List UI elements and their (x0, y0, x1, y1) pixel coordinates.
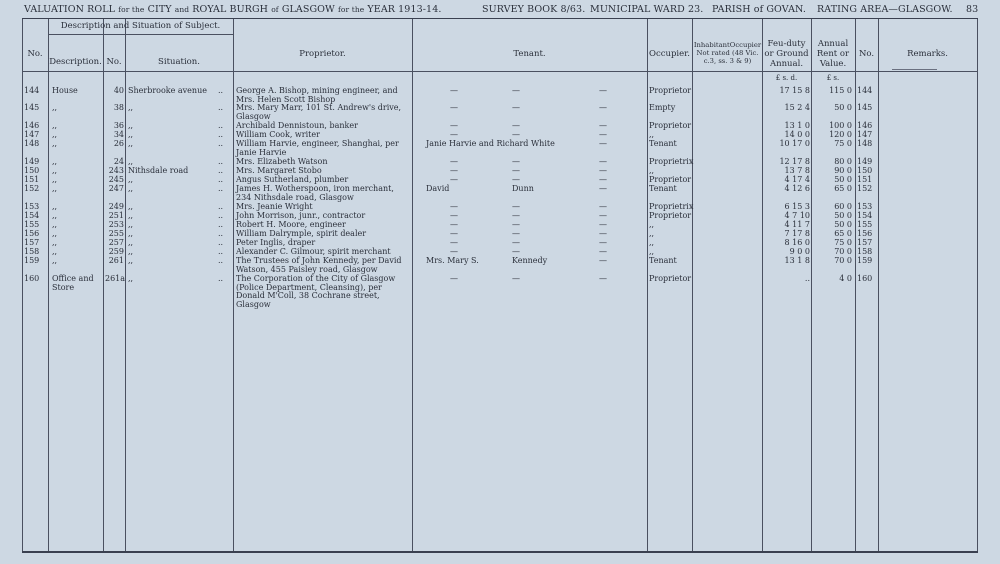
header-part: of (271, 5, 279, 14)
header-part: ROYAL BURGH (192, 4, 269, 15)
entry-tenant-second: — (512, 211, 520, 220)
header-part: and (174, 5, 190, 14)
entry-no-right: 156 (857, 229, 873, 238)
entry-leader: .. (218, 121, 224, 130)
entry-occupier: ,, (649, 247, 655, 256)
entry-occupier: ,, (649, 229, 655, 238)
entry-description: ,, (52, 247, 58, 256)
entry-occupier: Proprietrix (649, 157, 694, 166)
entry-feu-duty: 4 11 7 (784, 220, 810, 229)
entry-situation: ,, (128, 157, 134, 166)
entry-tenant-first: — (450, 274, 458, 283)
entry-situation: ,, (128, 175, 134, 184)
entry-no: 154 (24, 211, 40, 220)
entry-no: 145 (24, 103, 40, 112)
rating-area: RATING AREA—GLASGOW. (817, 4, 953, 15)
entry-tenant-first: Janie Harvie and Richard White (426, 139, 555, 148)
entry-situation: ,, (128, 130, 134, 139)
entry-annual-rent: 115 0 (829, 86, 852, 95)
entry-tenant-third: — (599, 238, 607, 247)
entry-proprietor: James H. Wotherspoon, iron merchant, 234 Nithsdale road, Glasgow (236, 184, 394, 202)
entry-no: 150 (24, 166, 40, 175)
page-header (22, 0, 982, 18)
entry-proprietor: John Morrison, junr., contractor (236, 211, 366, 220)
entry-tenant-third: — (599, 157, 607, 166)
entry-no-right: 147 (857, 130, 873, 139)
entry-no-right: 144 (857, 86, 873, 95)
entry-number: 255 (108, 229, 124, 238)
entry-feu-duty: 15 2 4 (784, 103, 810, 112)
entry-description: House (52, 86, 78, 95)
entry-leader: .. (218, 274, 224, 283)
entry-description: ,, (52, 121, 58, 130)
entry-leader: .. (218, 247, 224, 256)
entry-tenant-third: — (599, 121, 607, 130)
entry-situation: ,, (128, 247, 134, 256)
valuation-table (22, 18, 978, 553)
entry-situation: ,, (128, 238, 134, 247)
entry-tenant-first: — (450, 202, 458, 211)
entry-tenant-third: — (599, 166, 607, 175)
entry-proprietor: Mrs. Jeanie Wright (236, 202, 313, 211)
entry-number: 38 (113, 103, 124, 112)
entry-proprietor: William Dalrymple, spirit dealer (236, 229, 367, 238)
entry-situation: ,, (128, 211, 134, 220)
col-remarks: Remarks. (907, 49, 948, 59)
entry-no-right: 151 (857, 175, 873, 184)
entry-annual-rent: 75 0 (834, 238, 852, 247)
entry-tenant-first: — (450, 220, 458, 229)
col-no: No. (27, 49, 43, 59)
entry-occupier: Empty (649, 103, 676, 112)
entry-proprietor: George A. Bishop, mining engineer, and Mrs. Helen Scott Bishop (236, 86, 398, 104)
feu-units: £ s. d. (775, 74, 798, 82)
entry-no: 147 (24, 130, 40, 139)
entry-feu-duty: 4 12 6 (784, 184, 810, 193)
table-row (22, 104, 978, 122)
entry-leader: .. (218, 202, 224, 211)
entry-occupier: ,, (649, 130, 655, 139)
entry-occupier: Proprietor (649, 121, 692, 130)
entry-annual-rent: 50 0 (834, 220, 852, 229)
entry-number: 251 (108, 211, 124, 220)
entry-occupier: Tenant (649, 184, 677, 193)
entry-feu-duty: 8 16 0 (784, 238, 810, 247)
entry-no: 157 (24, 238, 40, 247)
entry-tenant-first: — (450, 247, 458, 256)
header-part: for the (338, 5, 365, 14)
entry-description: ,, (52, 184, 58, 193)
entry-situation: ,, (128, 229, 134, 238)
entry-tenant-third: — (599, 175, 607, 184)
entry-tenant-second: — (512, 103, 520, 112)
entry-no-right: 145 (857, 103, 873, 112)
entry-annual-rent: 50 0 (834, 103, 852, 112)
entry-description: ,, (52, 166, 58, 175)
entry-occupier: Proprietor (649, 86, 692, 95)
entry-tenant-second: — (512, 238, 520, 247)
entry-proprietor: Angus Sutherland, plumber (236, 175, 349, 184)
entry-no-right: 153 (857, 202, 873, 211)
entry-occupier: ,, (649, 238, 655, 247)
col-occupier: Occupier. (649, 49, 690, 59)
col-description: Description. (49, 57, 102, 67)
entry-tenant-second: — (512, 229, 520, 238)
col-feu-duty: Feu-duty or Ground Annual. (764, 39, 809, 69)
entry-proprietor: The Trustees of John Kennedy, per David Watson, 455 Paisley road, Glasgow (236, 256, 402, 274)
municipal-ward: MUNICIPAL WARD 23. (590, 4, 704, 15)
header-part: for the (118, 5, 145, 14)
entry-description: ,, (52, 220, 58, 229)
entry-tenant-first: — (450, 238, 458, 247)
col-tenant: Tenant. (513, 49, 546, 59)
entry-annual-rent: 70 0 (834, 247, 852, 256)
entry-description: ,, (52, 202, 58, 211)
entry-annual-rent: 100 0 (829, 121, 852, 130)
entry-occupier: Proprietor (649, 175, 692, 184)
entry-no-right: 157 (857, 238, 873, 247)
rent-units: £ s. (826, 74, 840, 82)
entry-situation: ,, (128, 274, 134, 283)
entry-annual-rent: 4 0 (839, 274, 852, 283)
header-part: VALUATION ROLL (24, 4, 116, 15)
entry-no-right: 159 (857, 256, 873, 265)
entry-annual-rent: 65 0 (834, 184, 852, 193)
entry-number: 249 (108, 202, 124, 211)
entry-annual-rent: 90 0 (834, 166, 852, 175)
entry-proprietor: William Cook, writer (236, 130, 320, 139)
entry-feu-duty: 17 15 8 (779, 86, 810, 95)
entry-leader: .. (218, 256, 224, 265)
entry-tenant-second: — (512, 157, 520, 166)
entry-tenant-second: — (512, 247, 520, 256)
col-proprietor: Proprietor. (299, 49, 346, 59)
entry-tenant-third: — (599, 202, 607, 211)
entry-annual-rent: 120 0 (829, 130, 852, 139)
entry-annual-rent: 70 0 (834, 256, 852, 265)
entry-feu-duty: 13 1 8 (784, 256, 810, 265)
entry-annual-rent: 75 0 (834, 139, 852, 148)
entry-number: 253 (108, 220, 124, 229)
entry-leader: .. (218, 229, 224, 238)
table-row (22, 275, 978, 315)
col-number: No. (106, 57, 122, 67)
entry-leader: .. (218, 86, 224, 95)
col-situation: Situation. (158, 57, 200, 67)
entry-tenant-third: — (599, 211, 607, 220)
entry-situation: Sherbrooke avenue (128, 86, 207, 95)
entry-tenant-third: — (599, 139, 607, 148)
entry-tenant-first: — (450, 103, 458, 112)
entry-number: 36 (113, 121, 124, 130)
entry-number: 245 (108, 175, 124, 184)
entry-no-right: 154 (857, 211, 873, 220)
entry-feu-duty: 9 0 0 (789, 247, 810, 256)
entry-occupier: Tenant (649, 139, 677, 148)
col-no-right: No. (858, 49, 875, 59)
entry-tenant-first: — (450, 211, 458, 220)
entry-number: 40 (113, 86, 124, 95)
entry-no: 152 (24, 184, 40, 193)
entry-tenant-third: — (599, 274, 607, 283)
entry-no: 159 (24, 256, 40, 265)
entry-tenant-second: — (512, 202, 520, 211)
entry-occupier: Proprietor (649, 274, 692, 283)
table-row (22, 257, 978, 275)
entry-feu-duty: 10 17 0 (779, 139, 810, 148)
entry-description: ,, (52, 211, 58, 220)
page-number: 83 (966, 4, 979, 15)
entry-description: Office and Store (52, 274, 94, 292)
entry-description: ,, (52, 139, 58, 148)
entry-no-right: 152 (857, 184, 873, 193)
entry-leader: .. (218, 166, 224, 175)
entry-annual-rent: 50 0 (834, 175, 852, 184)
entry-leader: .. (218, 220, 224, 229)
col-desc-group: Description and Situation of Subject. (60, 21, 221, 31)
entry-number: 26 (113, 139, 124, 148)
entry-tenant-third: — (599, 130, 607, 139)
entry-tenant-second: — (512, 130, 520, 139)
entry-leader: .. (218, 184, 224, 193)
entry-number: 34 (113, 130, 124, 139)
entry-feu-duty: 14 0 0 (784, 130, 810, 139)
entry-tenant-third: — (599, 103, 607, 112)
entry-no-right: 160 (857, 274, 873, 283)
entry-no: 144 (24, 86, 40, 95)
entry-proprietor: Peter Inglis, draper (236, 238, 316, 247)
entry-tenant-second: — (512, 175, 520, 184)
entry-feu-duty: .. (804, 274, 810, 283)
entry-description: ,, (52, 238, 58, 247)
entry-feu-duty: 7 17 8 (784, 229, 810, 238)
entry-no: 151 (24, 175, 40, 184)
entry-tenant-third: — (599, 247, 607, 256)
entry-leader: .. (218, 130, 224, 139)
entry-tenant-first: — (450, 86, 458, 95)
entry-no-right: 146 (857, 121, 873, 130)
entry-tenant-third: — (599, 184, 607, 193)
entry-no: 156 (24, 229, 40, 238)
entry-no: 146 (24, 121, 40, 130)
entry-leader: .. (218, 139, 224, 148)
entry-annual-rent: 60 0 (834, 202, 852, 211)
entry-no: 149 (24, 157, 40, 166)
entry-tenant-third: — (599, 220, 607, 229)
col-annual-rent: Annual Rent or Value. (816, 39, 850, 69)
entry-leader: .. (218, 238, 224, 247)
entry-no: 155 (24, 220, 40, 229)
entry-no: 148 (24, 139, 40, 148)
entry-description: ,, (52, 130, 58, 139)
entry-number: 247 (108, 184, 124, 193)
entry-proprietor: William Harvie, engineer, Shanghai, per Janie Harvie (236, 139, 399, 157)
entry-no: 153 (24, 202, 40, 211)
entry-description: ,, (52, 157, 58, 166)
entry-tenant-first: — (450, 229, 458, 238)
entry-proprietor: Mrs. Margaret Stobo (236, 166, 322, 175)
entry-proprietor: The Corporation of the City of Glasgow (Police Department, Cleansing), per Donald M'Coll, 38 Cochrane street, Glasgow (236, 274, 396, 309)
entry-tenant-first: Mrs. Mary S. (426, 256, 479, 265)
entry-situation: ,, (128, 220, 134, 229)
entry-leader: .. (218, 175, 224, 184)
entry-proprietor: Mrs. Elizabeth Watson (236, 157, 328, 166)
entry-no-right: 149 (857, 157, 873, 166)
entry-no-right: 155 (857, 220, 873, 229)
entry-tenant-first: — (450, 166, 458, 175)
entry-leader: .. (218, 157, 224, 166)
entry-description: ,, (52, 175, 58, 184)
entry-feu-duty: 4 17 4 (784, 175, 810, 184)
entry-tenant-second: Kennedy (512, 256, 548, 265)
entry-annual-rent: 50 0 (834, 211, 852, 220)
entry-tenant-first: — (450, 157, 458, 166)
entry-tenant-first: — (450, 175, 458, 184)
entry-leader: .. (218, 103, 224, 112)
entry-tenant-first: David (426, 184, 450, 193)
entry-description: ,, (52, 229, 58, 238)
entry-tenant-third: — (599, 229, 607, 238)
table-row (22, 140, 978, 158)
entry-situation: ,, (128, 184, 134, 193)
entry-occupier: ,, (649, 220, 655, 229)
entry-no-right: 150 (857, 166, 873, 175)
entry-no-right: 148 (857, 139, 873, 148)
entry-annual-rent: 65 0 (834, 229, 852, 238)
entry-number: 261 (108, 256, 124, 265)
table-row (22, 87, 978, 104)
entry-tenant-second: — (512, 274, 520, 283)
entry-situation: ,, (128, 256, 134, 265)
entry-situation: ,, (128, 121, 134, 130)
entry-number: 257 (108, 238, 124, 247)
entry-tenant-third: — (599, 256, 607, 265)
header-part: GLASGOW (281, 4, 335, 15)
entry-number: 259 (108, 247, 124, 256)
entry-situation: ,, (128, 139, 134, 148)
entry-situation: ,, (128, 103, 134, 112)
entry-occupier: Tenant (649, 256, 677, 265)
entry-proprietor: Alexander C. Gilmour, spirit merchant (236, 247, 391, 256)
header-part: YEAR 1913-14. (367, 4, 442, 15)
entry-no-right: 158 (857, 247, 873, 256)
entry-no: 160 (24, 274, 40, 283)
entry-description: ,, (52, 103, 58, 112)
col-inhabitant: InhabitantOccupier Not rated (48 Vic. c.3, ss. 3 & 9) (693, 41, 762, 65)
entry-feu-duty: 12 17 8 (779, 157, 810, 166)
entry-feu-duty: 13 7 8 (784, 166, 810, 175)
entry-no: 158 (24, 247, 40, 256)
entry-tenant-second: — (512, 220, 520, 229)
entry-tenant-first: — (450, 121, 458, 130)
entry-feu-duty: 13 1 0 (784, 121, 810, 130)
entry-leader: .. (218, 211, 224, 220)
parish: PARISH of GOVAN. (712, 4, 806, 15)
entry-tenant-second: — (512, 121, 520, 130)
entry-number: 243 (108, 166, 124, 175)
entry-annual-rent: 80 0 (834, 157, 852, 166)
entry-tenant-first: — (450, 130, 458, 139)
entry-proprietor: Mrs. Mary Marr, 101 St. Andrew's drive, Glasgow (236, 103, 402, 121)
entry-situation: Nithsdale road (128, 166, 189, 175)
entry-description: ,, (52, 256, 58, 265)
survey-book: SURVEY BOOK 8/63. (482, 4, 586, 15)
entry-occupier: Proprietor (649, 211, 692, 220)
entry-proprietor: Robert H. Moore, engineer (236, 220, 346, 229)
header-title (24, 4, 441, 15)
entry-occupier: ,, (649, 166, 655, 175)
table-row (22, 185, 978, 203)
entry-number: 24 (113, 157, 124, 166)
entry-tenant-second: — (512, 86, 520, 95)
entry-feu-duty: 4 7 10 (784, 211, 810, 220)
entry-occupier: Proprietrix (649, 202, 694, 211)
entry-feu-duty: 6 15 3 (784, 202, 810, 211)
entry-proprietor: Archibald Dennistoun, banker (236, 121, 358, 130)
entry-number: 261a (105, 274, 126, 283)
entry-tenant-second: Dunn (512, 184, 534, 193)
entry-tenant-third: — (599, 86, 607, 95)
header-part: CITY (147, 4, 172, 15)
entry-tenant-second: — (512, 166, 520, 175)
entry-situation: ,, (128, 202, 134, 211)
